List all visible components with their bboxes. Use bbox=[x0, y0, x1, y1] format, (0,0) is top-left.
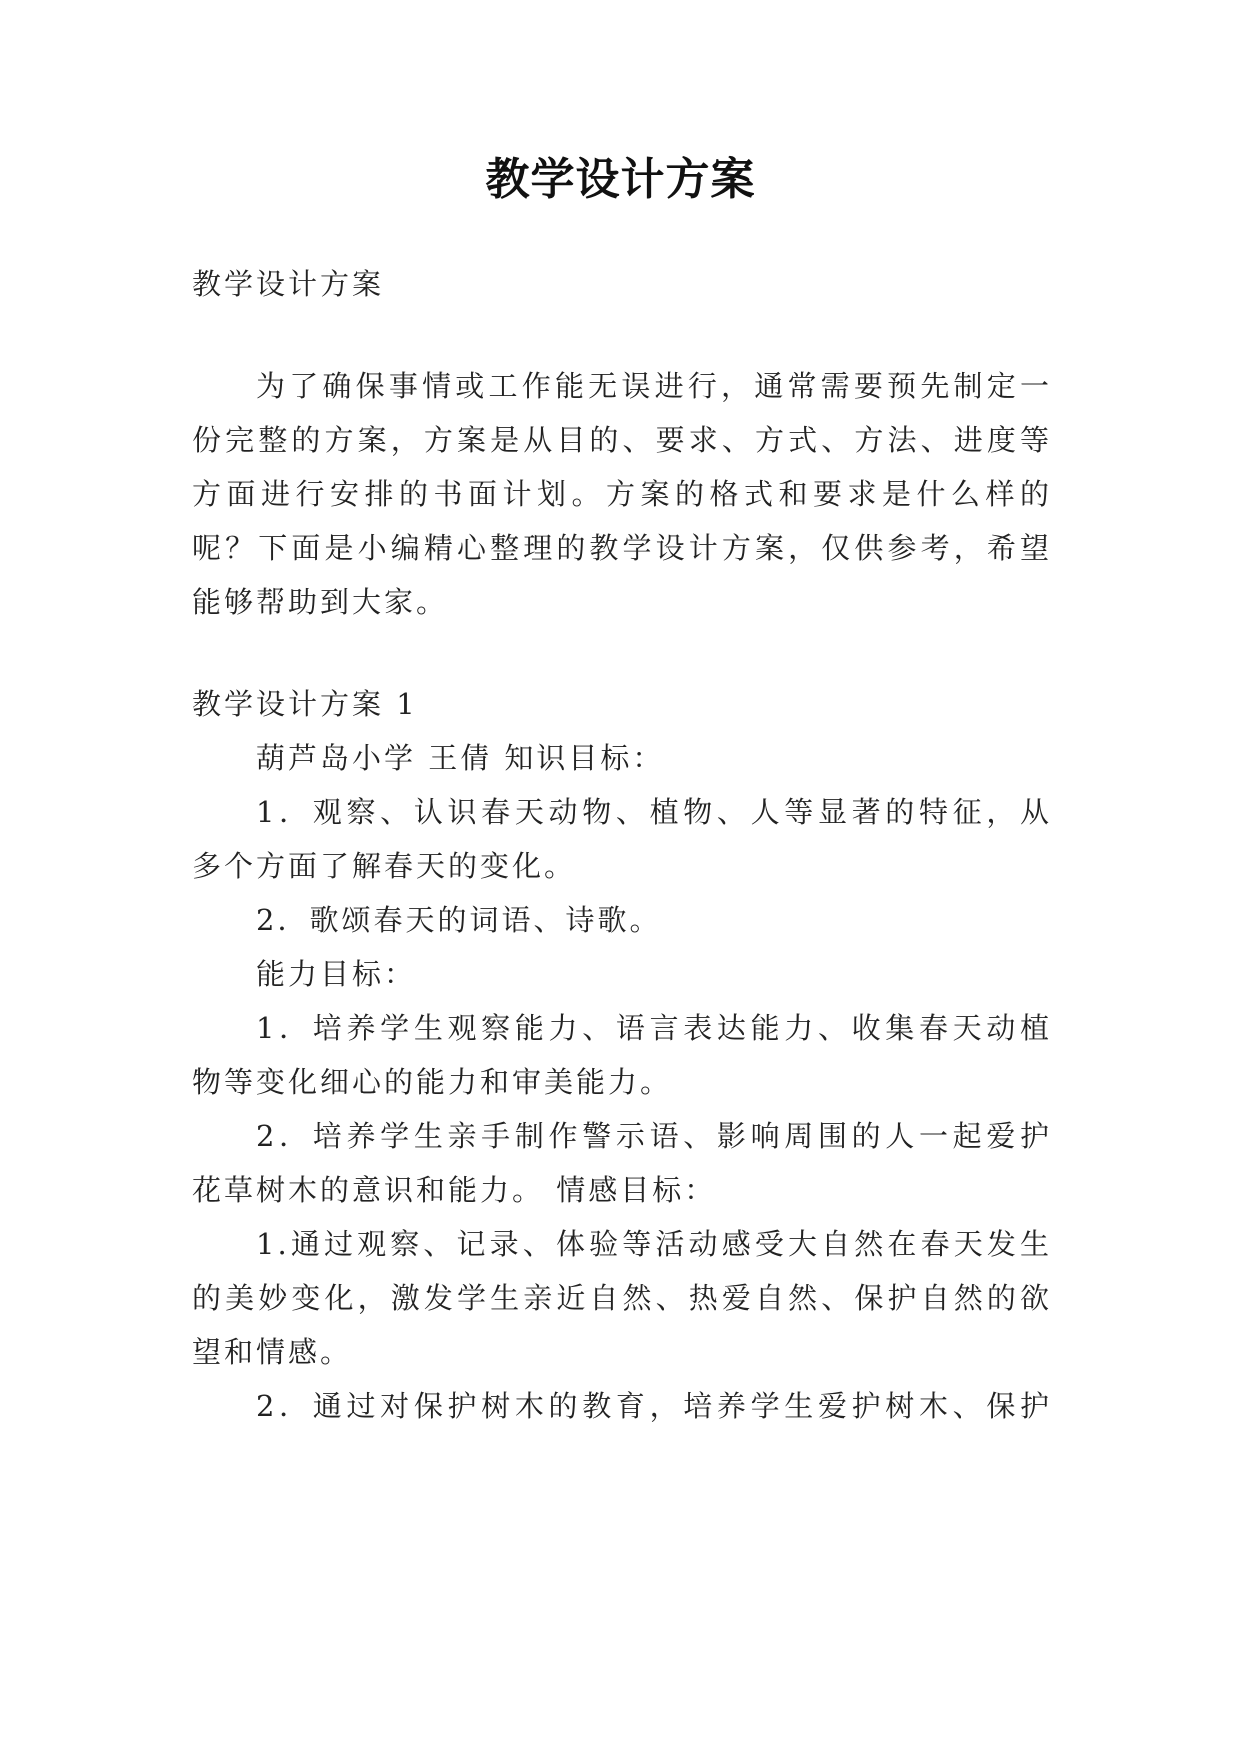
body-line: 花草树木的意识和能力。 情感目标： bbox=[192, 1173, 717, 1207]
intro-line: 能够帮助到大家。 bbox=[192, 585, 449, 619]
section-heading: 教学设计方案 1 bbox=[192, 687, 418, 721]
body-line: 的美妙变化，激发学生亲近自然、热爱自然、保护自然的欲 bbox=[192, 1281, 1052, 1315]
body-line: 2．通过对保护树木的教育，培养学生爱护树木、保护 bbox=[256, 1389, 1052, 1423]
body-line: 望和情感。 bbox=[192, 1335, 353, 1369]
intro-line: 为了确保事情或工作能无误进行，通常需要预先制定一 bbox=[256, 369, 1052, 403]
intro-line: 呢？下面是小编精心整理的教学设计方案，仅供参考，希望 bbox=[192, 531, 1052, 565]
body-line: 2．歌颂春天的词语、诗歌。 bbox=[256, 903, 662, 937]
body-line: 能力目标： bbox=[256, 957, 417, 991]
intro-line: 份完整的方案，方案是从目的、要求、方式、方法、进度等 bbox=[192, 423, 1052, 457]
document-subtitle: 教学设计方案 bbox=[192, 267, 385, 301]
body-line: 葫芦岛小学 王倩 知识目标： bbox=[256, 741, 665, 775]
body-line: 2．培养学生亲手制作警示语、影响周围的人一起爱护 bbox=[256, 1119, 1052, 1153]
intro-line: 方面进行安排的书面计划。方案的格式和要求是什么样的 bbox=[192, 477, 1052, 511]
body-line: 1．培养学生观察能力、语言表达能力、收集春天动植 bbox=[256, 1011, 1052, 1045]
body-line: 1.通过观察、记录、体验等活动感受大自然在春天发生 bbox=[256, 1227, 1052, 1261]
body-line: 1．观察、认识春天动物、植物、人等显著的特征，从 bbox=[256, 795, 1052, 829]
document-title: 教学设计方案 bbox=[485, 154, 756, 205]
body-line: 物等变化细心的能力和审美能力。 bbox=[192, 1065, 673, 1099]
body-line: 多个方面了解春天的变化。 bbox=[192, 849, 577, 883]
